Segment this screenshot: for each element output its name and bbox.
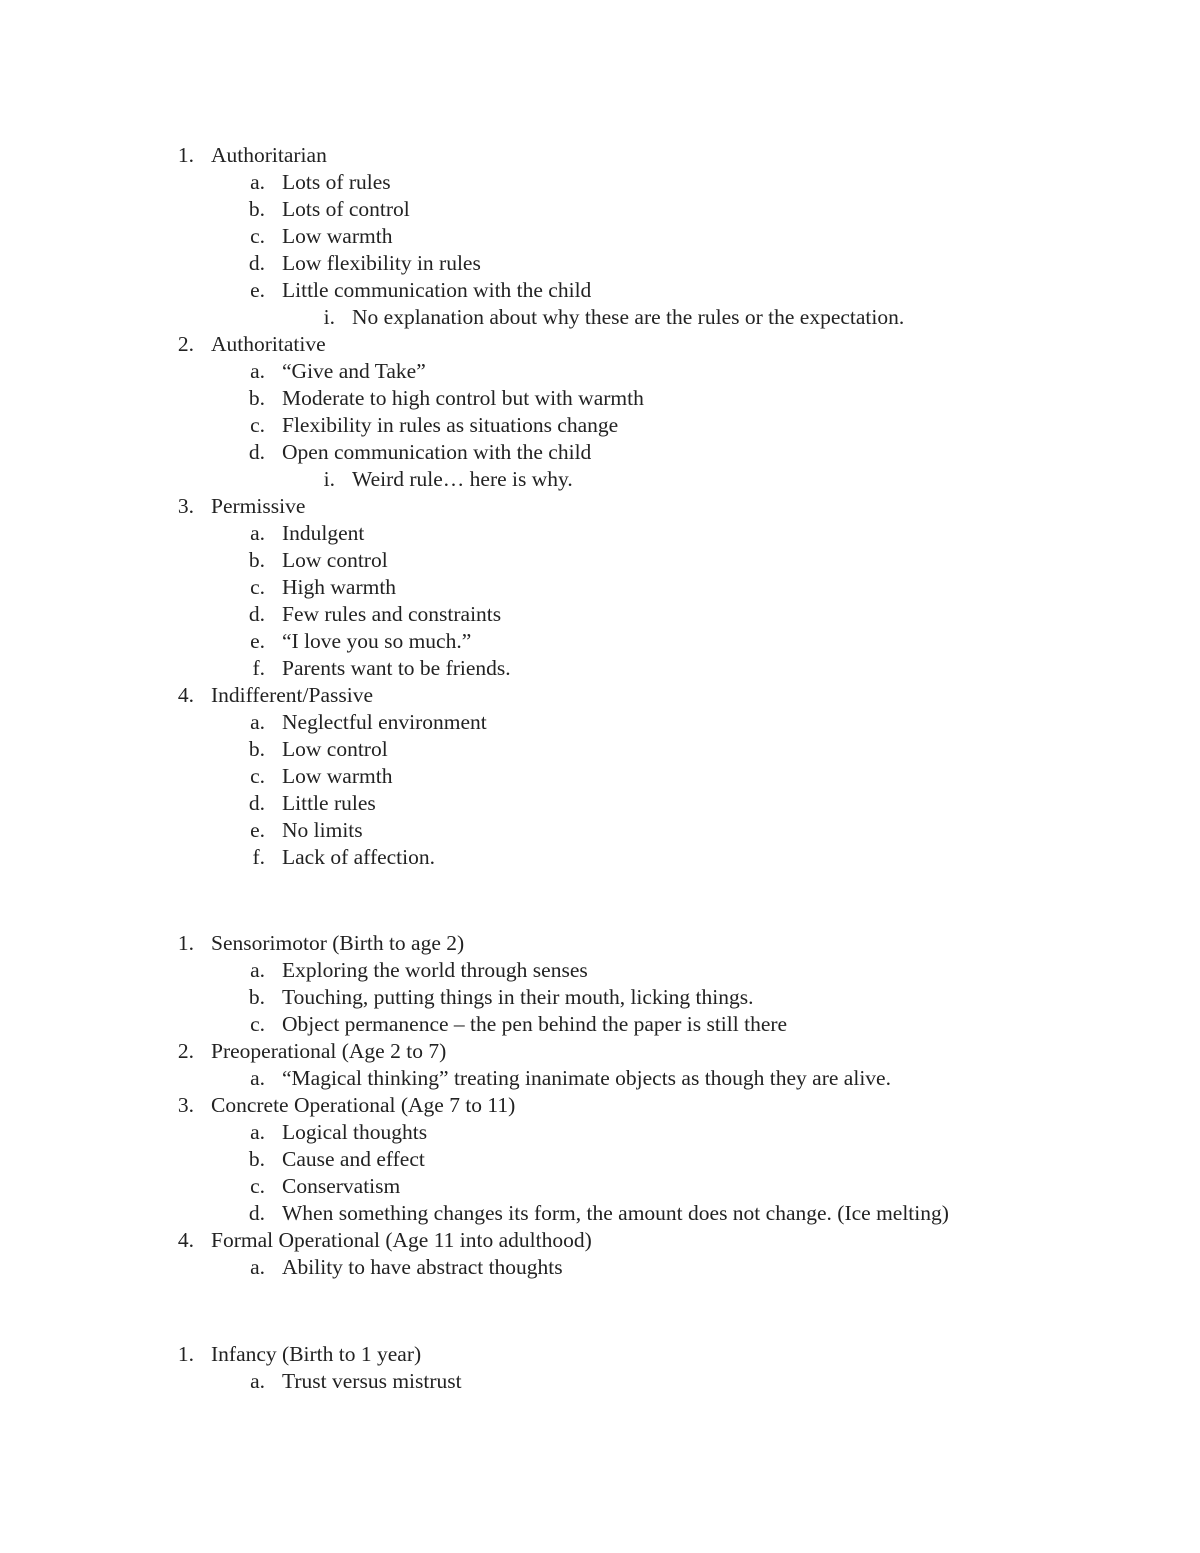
list-item xyxy=(0,1341,1200,1368)
list-marker: b. xyxy=(248,737,265,761)
list-item-text: Object permanence – the pen behind the paper is still there xyxy=(282,1012,788,1036)
list-marker: 3. xyxy=(177,1093,194,1117)
sub-sub-list-item xyxy=(0,304,1200,331)
list-item-text: “Give and Take” xyxy=(282,359,426,383)
list-item-text: Preoperational (Age 2 to 7) xyxy=(211,1039,447,1063)
sub-list-item xyxy=(0,844,1200,871)
sub-list-item xyxy=(0,790,1200,817)
list-item-text: Moderate to high control but with warmth xyxy=(282,386,644,410)
list-item-text: Cause and effect xyxy=(282,1147,425,1171)
list-item-text: Lots of rules xyxy=(282,170,391,194)
sub-list-item xyxy=(0,169,1200,196)
sub-list-item xyxy=(0,439,1200,466)
list-marker: f. xyxy=(252,845,265,869)
erikson-stages-list xyxy=(0,1341,1200,1395)
list-marker: e. xyxy=(250,278,265,302)
list-item-text: Authoritative xyxy=(211,332,326,356)
list-item-text: Concrete Operational (Age 7 to 11) xyxy=(211,1093,516,1117)
list-item xyxy=(0,142,1200,169)
list-marker: a. xyxy=(250,1369,265,1393)
list-marker: i. xyxy=(323,305,335,329)
list-marker: b. xyxy=(248,1147,265,1171)
list-marker: a. xyxy=(250,1120,265,1144)
list-marker: c. xyxy=(250,1012,265,1036)
list-item-text: No explanation about why these are the rules or the expectation. xyxy=(352,305,905,329)
sub-list-item xyxy=(0,1368,1200,1395)
list-item-text: Open communication with the child xyxy=(282,440,592,464)
list-item-text: Exploring the world through senses xyxy=(282,958,588,982)
list-marker: e. xyxy=(250,629,265,653)
list-item-text: Low control xyxy=(282,548,388,572)
list-item-text: Authoritarian xyxy=(211,143,327,167)
list-item-text: Few rules and constraints xyxy=(282,602,502,626)
list-item-text: Low warmth xyxy=(282,764,393,788)
list-item-text: Parents want to be friends. xyxy=(282,656,511,680)
list-marker: b. xyxy=(248,197,265,221)
list-marker: d. xyxy=(248,1201,265,1225)
sub-list-item xyxy=(0,736,1200,763)
piaget-stages-list xyxy=(0,930,1200,1281)
sub-list-item xyxy=(0,655,1200,682)
list-marker: b. xyxy=(248,985,265,1009)
list-item xyxy=(0,1038,1200,1065)
list-item-text: Indulgent xyxy=(282,521,365,545)
list-item-text: Ability to have abstract thoughts xyxy=(282,1255,563,1279)
list-marker: a. xyxy=(250,958,265,982)
sub-list-item xyxy=(0,196,1200,223)
sub-list-item xyxy=(0,817,1200,844)
sub-list-item xyxy=(0,385,1200,412)
list-item xyxy=(0,331,1200,358)
sub-list-item xyxy=(0,223,1200,250)
sub-list-item xyxy=(0,1119,1200,1146)
list-marker: d. xyxy=(248,602,265,626)
list-marker: c. xyxy=(250,1174,265,1198)
list-item xyxy=(0,1092,1200,1119)
list-item xyxy=(0,1227,1200,1254)
sub-list-item xyxy=(0,1200,1200,1227)
list-marker: b. xyxy=(248,386,265,410)
list-item xyxy=(0,493,1200,520)
list-item-text: Neglectful environment xyxy=(282,710,487,734)
list-item-text: Little rules xyxy=(282,791,376,815)
list-marker: d. xyxy=(248,791,265,815)
list-marker: a. xyxy=(250,521,265,545)
sub-list-item xyxy=(0,957,1200,984)
sub-list-item xyxy=(0,358,1200,385)
list-item-text: When something changes its form, the amount does not change. (Ice melting) xyxy=(282,1201,949,1225)
sub-list-item xyxy=(0,520,1200,547)
list-marker: a. xyxy=(250,170,265,194)
list-item xyxy=(0,682,1200,709)
list-marker: 2. xyxy=(177,1039,194,1063)
list-item-text: Flexibility in rules as situations change xyxy=(282,413,619,437)
list-item-text: Trust versus mistrust xyxy=(282,1369,462,1393)
list-marker: c. xyxy=(250,224,265,248)
sub-list-item xyxy=(0,1065,1200,1092)
list-item-text: Formal Operational (Age 11 into adulthood) xyxy=(211,1228,592,1252)
list-item-text: Lack of affection. xyxy=(282,845,436,869)
list-item-text: “I love you so much.” xyxy=(282,629,472,653)
list-item-text: Logical thoughts xyxy=(282,1120,428,1144)
list-marker: a. xyxy=(250,359,265,383)
list-marker: c. xyxy=(250,764,265,788)
sub-list-item xyxy=(0,1146,1200,1173)
list-marker: i. xyxy=(323,467,335,491)
list-item-text: Weird rule… here is why. xyxy=(352,467,573,491)
list-marker: 1. xyxy=(177,143,194,167)
list-item-text: Permissive xyxy=(211,494,306,518)
list-marker: b. xyxy=(248,548,265,572)
list-marker: 4. xyxy=(177,683,194,707)
list-item-text: Low flexibility in rules xyxy=(282,251,481,275)
sub-list-item xyxy=(0,250,1200,277)
sub-list-item xyxy=(0,412,1200,439)
list-marker: 1. xyxy=(177,1342,194,1366)
list-marker: 3. xyxy=(177,494,194,518)
list-marker: a. xyxy=(250,710,265,734)
list-marker: e. xyxy=(250,818,265,842)
list-item-text: Lots of control xyxy=(282,197,410,221)
list-item-text: Touching, putting things in their mouth, licking things. xyxy=(282,985,754,1009)
list-item-text: No limits xyxy=(282,818,363,842)
sub-list-item xyxy=(0,628,1200,655)
sub-list-item xyxy=(0,547,1200,574)
list-marker: a. xyxy=(250,1066,265,1090)
sub-list-item xyxy=(0,277,1200,304)
sub-sub-list-item xyxy=(0,466,1200,493)
list-item-text: Sensorimotor (Birth to age 2) xyxy=(211,931,465,955)
list-marker: a. xyxy=(250,1255,265,1279)
list-item-text: Low control xyxy=(282,737,388,761)
list-item-text: Little communication with the child xyxy=(282,278,592,302)
list-marker: c. xyxy=(250,413,265,437)
list-marker: f. xyxy=(252,656,265,680)
sub-list-item xyxy=(0,1173,1200,1200)
list-marker: d. xyxy=(248,251,265,275)
list-marker: 4. xyxy=(177,1228,194,1252)
sub-list-item xyxy=(0,709,1200,736)
list-item-text: Infancy (Birth to 1 year) xyxy=(211,1342,422,1366)
list-marker: c. xyxy=(250,575,265,599)
list-item-text: Low warmth xyxy=(282,224,393,248)
list-item xyxy=(0,930,1200,957)
sub-list-item xyxy=(0,601,1200,628)
sub-list-item xyxy=(0,984,1200,1011)
parenting-styles-list xyxy=(0,142,1200,871)
list-item-text: Conservatism xyxy=(282,1174,401,1198)
list-marker: 1. xyxy=(177,931,194,955)
sub-list-item xyxy=(0,1011,1200,1038)
list-item-text: “Magical thinking” treating inanimate objects as though they are alive. xyxy=(282,1066,891,1090)
sub-list-item xyxy=(0,574,1200,601)
sub-list-item xyxy=(0,1254,1200,1281)
list-marker: d. xyxy=(248,440,265,464)
list-item-text: High warmth xyxy=(282,575,397,599)
sub-list-item xyxy=(0,763,1200,790)
list-item-text: Indifferent/Passive xyxy=(211,683,374,707)
list-marker: 2. xyxy=(177,332,194,356)
